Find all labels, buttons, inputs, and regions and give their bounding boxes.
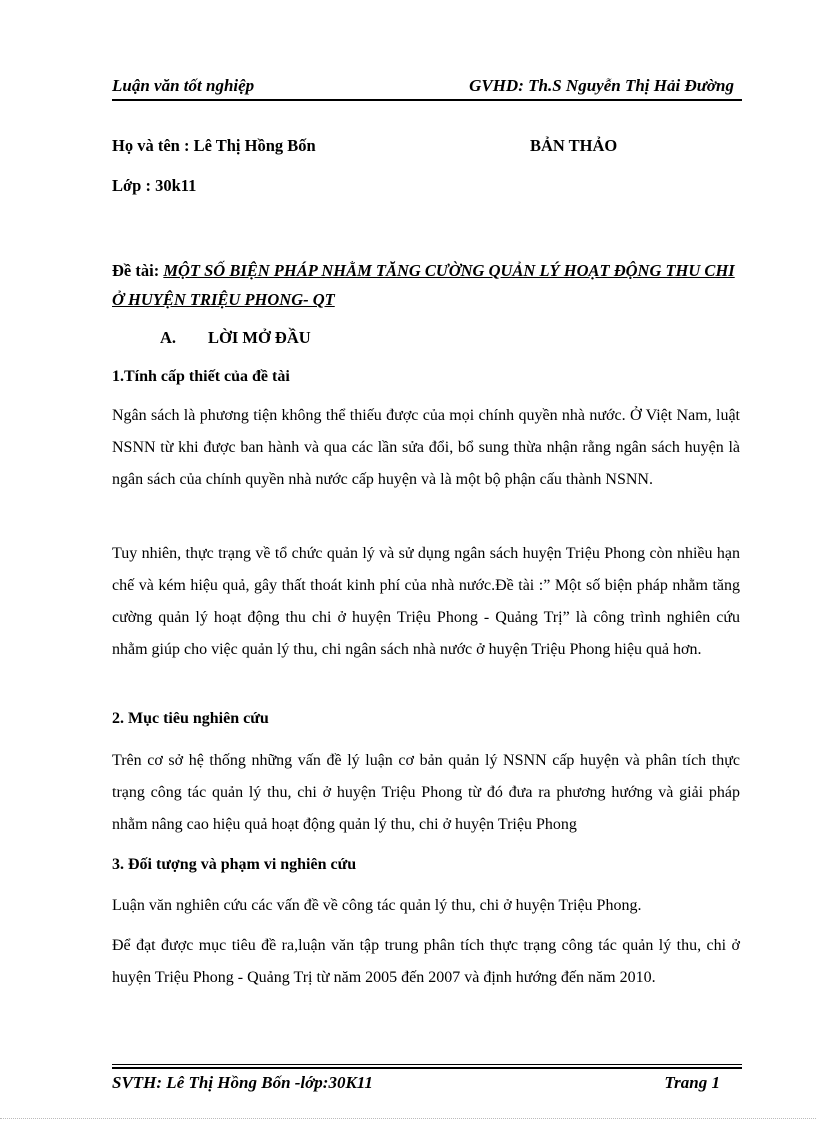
section-a-title: LỜI MỞ ĐẦU (208, 328, 311, 347)
student-name: Họ và tên : Lê Thị Hồng Bốn (112, 136, 316, 155)
footer-divider-thick (112, 1067, 742, 1069)
paragraph: Để đạt được mục tiêu đề ra,luận văn tập trung phân tích thực trạng công tác quản lý thu, chi ở huyện Triệu Phong - Quảng Trị từ năm 2005 đến 2007 và định hướng đến năm 2010. (112, 937, 740, 986)
header-divider (112, 99, 742, 101)
header-advisor: GVHD: Th.S Nguyễn Thị Hải Đường (469, 76, 734, 95)
section-heading: 2. Mục tiêu nghiên cứu (112, 710, 269, 727)
page-header (112, 76, 740, 100)
topic-label: Đề tài: (112, 261, 160, 280)
page-boundary (0, 1118, 816, 1119)
topic-title: MỘT SỐ BIỆN PHÁP NHẰM TĂNG CƯỜNG QUẢN LÝ HOẠT ĐỘNG THU CHI Ở HUYỆN TRIỆU PHONG- QT (112, 261, 735, 309)
topic (112, 256, 746, 314)
draft-label: BẢN THẢO (530, 136, 618, 155)
footer-student: SVTH: Lê Thị Hồng Bốn -lớp:30K11 (112, 1073, 373, 1092)
paragraph: Tuy nhiên, thực trạng về tổ chức quản lý và sử dụng ngân sách huyện Triệu Phong còn nhiều hạn chế và kém hiệu quả, gây thất thoát kinh phí của nhà nước.Đề tài :” Một số biện pháp nhằm tăng cường quản lý hoạt động thu chi ở huyện Triệu Phong - Quảng Trị” là công trình nghiên cứu nhằm giúp cho việc quản lý thu, chi ngân sách nhà nước ở huyện Triệu Phong hiệu quả hơn. (112, 545, 740, 658)
section-a-letter: A. (160, 328, 177, 347)
page-number: Trang 1 (664, 1073, 720, 1092)
page-footer (112, 1073, 740, 1097)
section-heading: 1.Tính cấp thiết của đề tài (112, 368, 290, 385)
footer-divider (112, 1064, 742, 1065)
student-class: Lớp : 30k11 (112, 176, 197, 195)
paragraph: Luận văn nghiên cứu các vấn đề về công tác quản lý thu, chi ở huyện Triệu Phong. (112, 897, 642, 914)
section-a-heading (160, 328, 311, 348)
section-heading: 3. Đối tượng và phạm vi nghiên cứu (112, 856, 357, 873)
paragraph: Ngân sách là phương tiện không thể thiếu được của mọi chính quyền nhà nước. Ở Việt Nam, luật NSNN từ khi được ban hành và qua các lần sửa đổi, bổ sung thừa nhận rằng ngân sách huyện là ngân sách của chính quyền nhà nước cấp huyện và là một bộ phận cấu thành NSNN. (112, 407, 740, 488)
paragraph: Trên cơ sở hệ thống những vấn đề lý luận cơ bản quản lý NSNN cấp huyện và phân tích thực trạng công tác quản lý thu, chi ở huyện Triệu Phong từ đó đưa ra phương hướng và giải pháp nhằm nâng cao hiệu quả hoạt động quản lý thu, chi ở huyện Triệu Phong (112, 752, 740, 833)
header-thesis-label: Luận văn tốt nghiệp (112, 76, 255, 95)
